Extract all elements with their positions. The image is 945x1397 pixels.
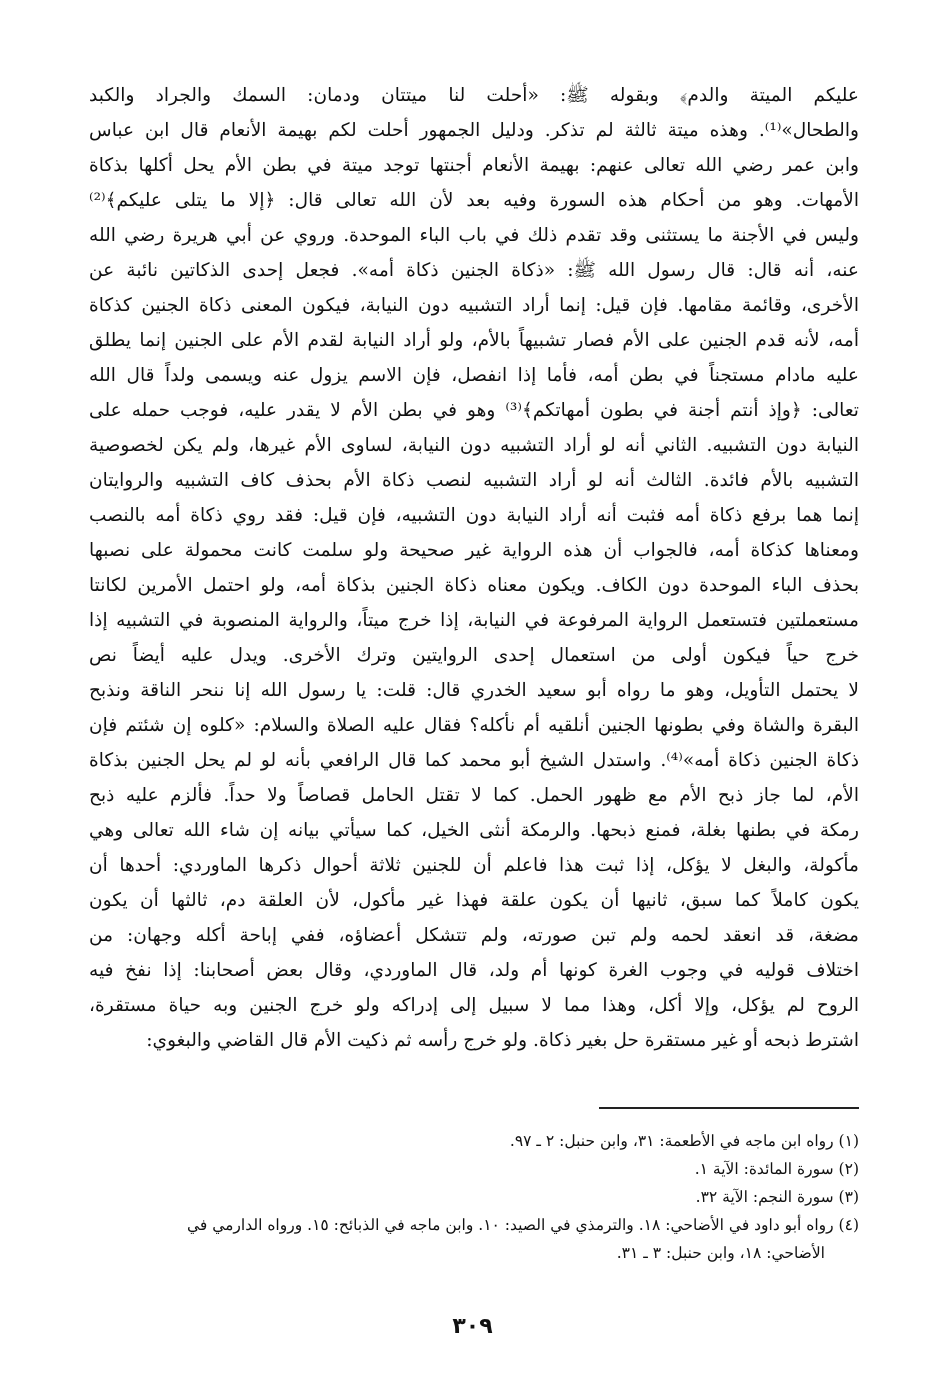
text-line: عليه مادام مستجناً في بطن أمه، فأما إذا انفصل، فإن الاسم يزول عنه ويسمى ولداً قال الله xyxy=(89,365,859,386)
text-line: البقرة والشاة وفي بطونها الجنين أنلقيه أم نأكله؟ فقال عليه الصلاة والسلام: «كلوه إن شئتم فإن xyxy=(89,715,859,736)
text-line: بحذف الباء الموحدة دون الكاف. ويكون معناه ذكاة الجنين بذكاة أمه، ولو احتمل الأمرين لكانتا xyxy=(89,575,859,596)
footnote-separator xyxy=(599,1107,859,1109)
text-line: أمه، لأنه قدم الجنين على الأم فصار تشبيهاً بالأم، ولو أراد النيابة لقدم الأم على الجنين إنما يطلق xyxy=(89,330,859,351)
text-line: رمكة في بطنها بغلة، فمنع ذبحها. والرمكة أنثى الخيل، كما سيأتي بيانه إن شاء الله تعالى وهي xyxy=(89,820,859,841)
text-line: ومعناها كذكاة أمه، فالجواب أن هذه الرواية غير صحيحة ولو سلمت كانت محمولة على نصبها xyxy=(89,540,859,561)
footnote: (٤) رواه أبو داود في الأضاحي: ١٨. والترمذي في الصيد: ١٠. وابن ماجه في الذبائح: ١٥. ورواه الدارمي في xyxy=(186,1216,859,1234)
text-line: تعالى: ﴿وإذ أنتم أجنة في بطون أمهاتكم﴾⁽³⁾ وهو في بطن الأم لا يقدر عليه، فوجب حمله على xyxy=(89,400,859,421)
text-line: مستعملتين فتستعمل الرواية المرفوعة في النيابة، إذا خرج ميتاً، والرواية المنصوبة في التشبيه إذا xyxy=(89,610,859,631)
text-line: اختلاف قوليه في وجوب الغرة كونها أم ولد، قال الماوردي، وقال بعض أصحابنا: إذا نفخ فيه xyxy=(89,960,859,981)
text-line: النيابة دون التشبيه. الثاني أنه لو أراد التشبيه دون النيابة، لساوى الأم غيرها، ولم يكن لخصوصية xyxy=(89,435,859,456)
text-line: التشبيه بالأم فائدة. الثالث أنه لو أراد التشبيه لنصب ذكاة الأم بحذف كاف التشبيه والروايتان xyxy=(89,470,859,491)
footnote: (٢) سورة المائدة: الآية ١. xyxy=(694,1160,859,1178)
text-line: عنه، أنه قال: قال رسول الله ﷺ: «ذكاة الجنين ذكاة أمه». فجعل إحدى الذكاتين نائبة عن xyxy=(89,260,859,281)
footnotes-block xyxy=(89,1127,859,1267)
text-line: الأم، لما جاز ذبح الأم مع ظهور الحمل. كما لا تقتل الحامل قصاصاً ولا حداً. فألزم عليه ذبح xyxy=(89,785,859,806)
footnote-continuation: الأضاحي: ١٨، وابن حنبل: ٣ ـ ٣١. xyxy=(616,1244,825,1262)
text-line: والطحال»⁽¹⁾. وهذه ميتة ثالثة لم تذكر. ودليل الجمهور أحلت لكم بهيمة الأنعام قال ابن عباس xyxy=(89,120,859,141)
text-line: مضغة، قد انعقد لحمه ولم تبن صورته، ولم تتشكل أعضاؤه، ففي إباحة أكله وجهان: من xyxy=(89,925,859,946)
text-line: لا يحتمل التأويل، وهو ما رواه أبو سعيد الخدري قال: قلت: يا رسول الله إنا ننحر الناقة ونذبح xyxy=(89,680,859,701)
text-line: اشترط ذبحه أو غير مستقرة حل بغير ذكاة. ولو خرج رأسه ثم ذكيت الأم قال القاضي والبغوي: xyxy=(146,1030,859,1051)
text-line: وليس في الأجنة ما يستثنى وقد تقدم ذلك في باب الباء الموحدة. وروي عن أبي هريرة رضي الله xyxy=(89,225,859,246)
page-number: ٣٠٩ xyxy=(452,1314,493,1339)
text-line: الأخرى، وقائمة مقامها. فإن قيل: إنما أراد التشبيه دون النيابة، فيكون المعنى ذكاة الجنين كذكاة xyxy=(89,295,859,316)
text-line: مأكولة، والبغل لا يؤكل، إذا ثبت هذا فاعلم أن للجنين ثلاثة أحوال ذكرها الماوردي: أحدها أن xyxy=(89,855,859,876)
text-line: إنما هما برفع ذكاة أمه فثبت أنه أراد النيابة دون التشبيه، فإن قيل: فقد روي ذكاة أمه بالنصب xyxy=(89,505,859,526)
text-line: الروح لم يؤكل، وإلا أكل، وهذا مما لا سبيل إلى إدراكه ولو خرج الجنين وبه حياة مستقرة، xyxy=(89,995,859,1016)
text-line: يكون كاملاً كما سبق، ثانيها أن يكون علقة فهذا غير مأكول، لأن العلقة دم، ثالثها أن يكون xyxy=(89,890,859,911)
text-line: ذكاة الجنين ذكاة أمه»⁽⁴⁾. واستدل الشيخ أبو محمد كما قال الرافعي بأنه لو لم يحل الجنين بذكاة xyxy=(89,750,859,771)
text-line: خرج حياً فيكون أولى من استعمال إحدى الروايتين وترك الأخرى. ويدل عليه أيضاً نص xyxy=(89,645,859,666)
main-text-block xyxy=(89,78,859,1058)
footnote: (١) رواه ابن ماجه في الأطعمة: ٣١، وابن حنبل: ٢ ـ ٩٧. xyxy=(509,1132,859,1150)
text-line: عليكم الميتة والدم﴾ وبقوله ﷺ: «أحلت لنا ميتتان ودمان: السمك والجراد والكبد xyxy=(89,85,859,106)
footnote: (٣) سورة النجم: الآية ٣٢. xyxy=(695,1188,859,1206)
text-line: وابن عمر رضي الله تعالى عنهم: بهيمة الأنعام أجنتها توجد ميتة في بطن الأم يحل أكلها بذكاة xyxy=(89,155,859,176)
text-line: الأمهات. وهو من أحكام هذه السورة وفيه بعد لأن الله تعالى قال: ﴿إلا ما يتلى عليكم﴾⁽²⁾ xyxy=(89,190,859,211)
